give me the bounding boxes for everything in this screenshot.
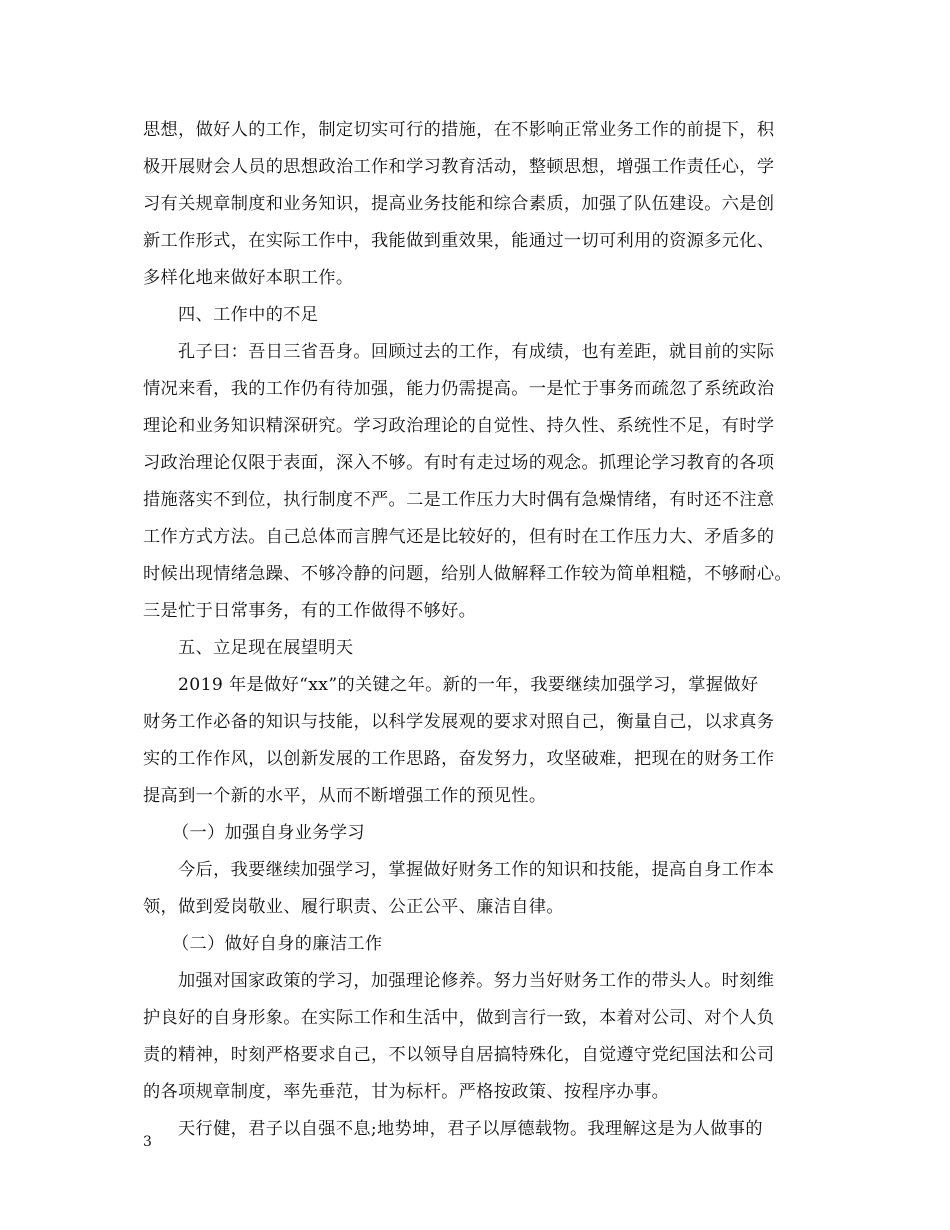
- subsection-heading: （一）加强自身业务学习: [172, 823, 365, 843]
- body-text-line: 实的工作作风，以创新发展的工作思路，奋发努力，攻坚破难，把现在的财务工作: [143, 749, 775, 769]
- paragraph-start: 天行健，君子以自强不息;地势坤，君子以厚德载物。我理解这是为人做事的: [178, 1119, 763, 1139]
- body-text-line: 思想，做好人的工作，制定切实可行的措施，在不影响正常业务工作的前提下，积: [143, 120, 775, 140]
- body-text-line: 措施落实不到位，执行制度不严。二是工作压力大时偶有急燥情绪，有时还不注意: [143, 490, 775, 510]
- body-text-line: 习政治理论仅限于表面，深入不够。有时有走过场的观念。抓理论学习教育的各项: [143, 453, 775, 473]
- paragraph-start: 2019 年是做好“xx”的关键之年。新的一年，我要继续加强学习，掌握做好: [178, 675, 759, 695]
- body-text-line: 提高到一个新的水平，从而不断增强工作的预见性。: [143, 786, 547, 806]
- paragraph-start: 孔子曰：吾日三省吾身。回顾过去的工作，有成绩，也有差距，就目前的实际: [178, 342, 775, 362]
- body-text-line: 领，做到爱岗敬业、履行职责、公正公平、廉洁自律。: [143, 897, 564, 917]
- body-text-line: 三是忙于日常事务，有的工作做得不够好。: [143, 601, 477, 621]
- body-text-line: 护良好的自身形象。在实际工作和生活中，做到言行一致，本着对公司、对个人负: [143, 1008, 775, 1028]
- paragraph-start: 今后，我要继续加强学习，掌握做好财务工作的知识和技能，提高自身工作本: [178, 860, 775, 880]
- subsection-heading: （二）做好自身的廉洁工作: [172, 934, 383, 954]
- body-text-line: 财务工作必备的知识与技能，以科学发展观的要求对照自己，衡量自己，以求真务: [143, 712, 775, 732]
- body-text-line: 极开展财会人员的思想政治工作和学习教育活动，整顿思想，增强工作责任心，学: [143, 157, 775, 177]
- paragraph-start: 加强对国家政策的学习，加强理论修养。努力当好财务工作的带头人。时刻维: [178, 971, 775, 991]
- body-text-line: 新工作形式，在实际工作中，我能做到重效果，能通过一切可利用的资源多元化、: [143, 231, 775, 251]
- body-text-line: 责的精神，时刻严格要求自己，不以领导自居搞特殊化，自觉遵守党纪国法和公司: [143, 1045, 775, 1065]
- body-text-line: 多样化地来做好本职工作。: [143, 268, 354, 288]
- body-text-line: 的各项规章制度，率先垂范，甘为标杆。严格按政策、按程序办事。: [143, 1082, 670, 1102]
- body-text-line: 情况来看，我的工作仍有待加强，能力仍需提高。一是忙于事务而疏忽了系统政治: [143, 379, 775, 399]
- page-number: 3: [143, 1134, 152, 1150]
- body-text-line: 工作方式方法。自己总体而言脾气还是比较好的，但有时在工作压力大、矛盾多的: [143, 527, 775, 547]
- section-heading: 五、立足现在展望明天: [178, 638, 354, 658]
- section-heading: 四、工作中的不足: [178, 305, 319, 325]
- body-text-line: 时候出现情绪急躁、不够冷静的问题，给别人做解释工作较为简单粗糙，不够耐心。: [143, 564, 792, 584]
- body-text-line: 习有关规章制度和业务知识，提高业务技能和综合素质，加强了队伍建设。六是创: [143, 194, 775, 214]
- body-text-line: 理论和业务知识精深研究。学习政治理论的自觉性、持久性、系统性不足，有时学: [143, 416, 775, 436]
